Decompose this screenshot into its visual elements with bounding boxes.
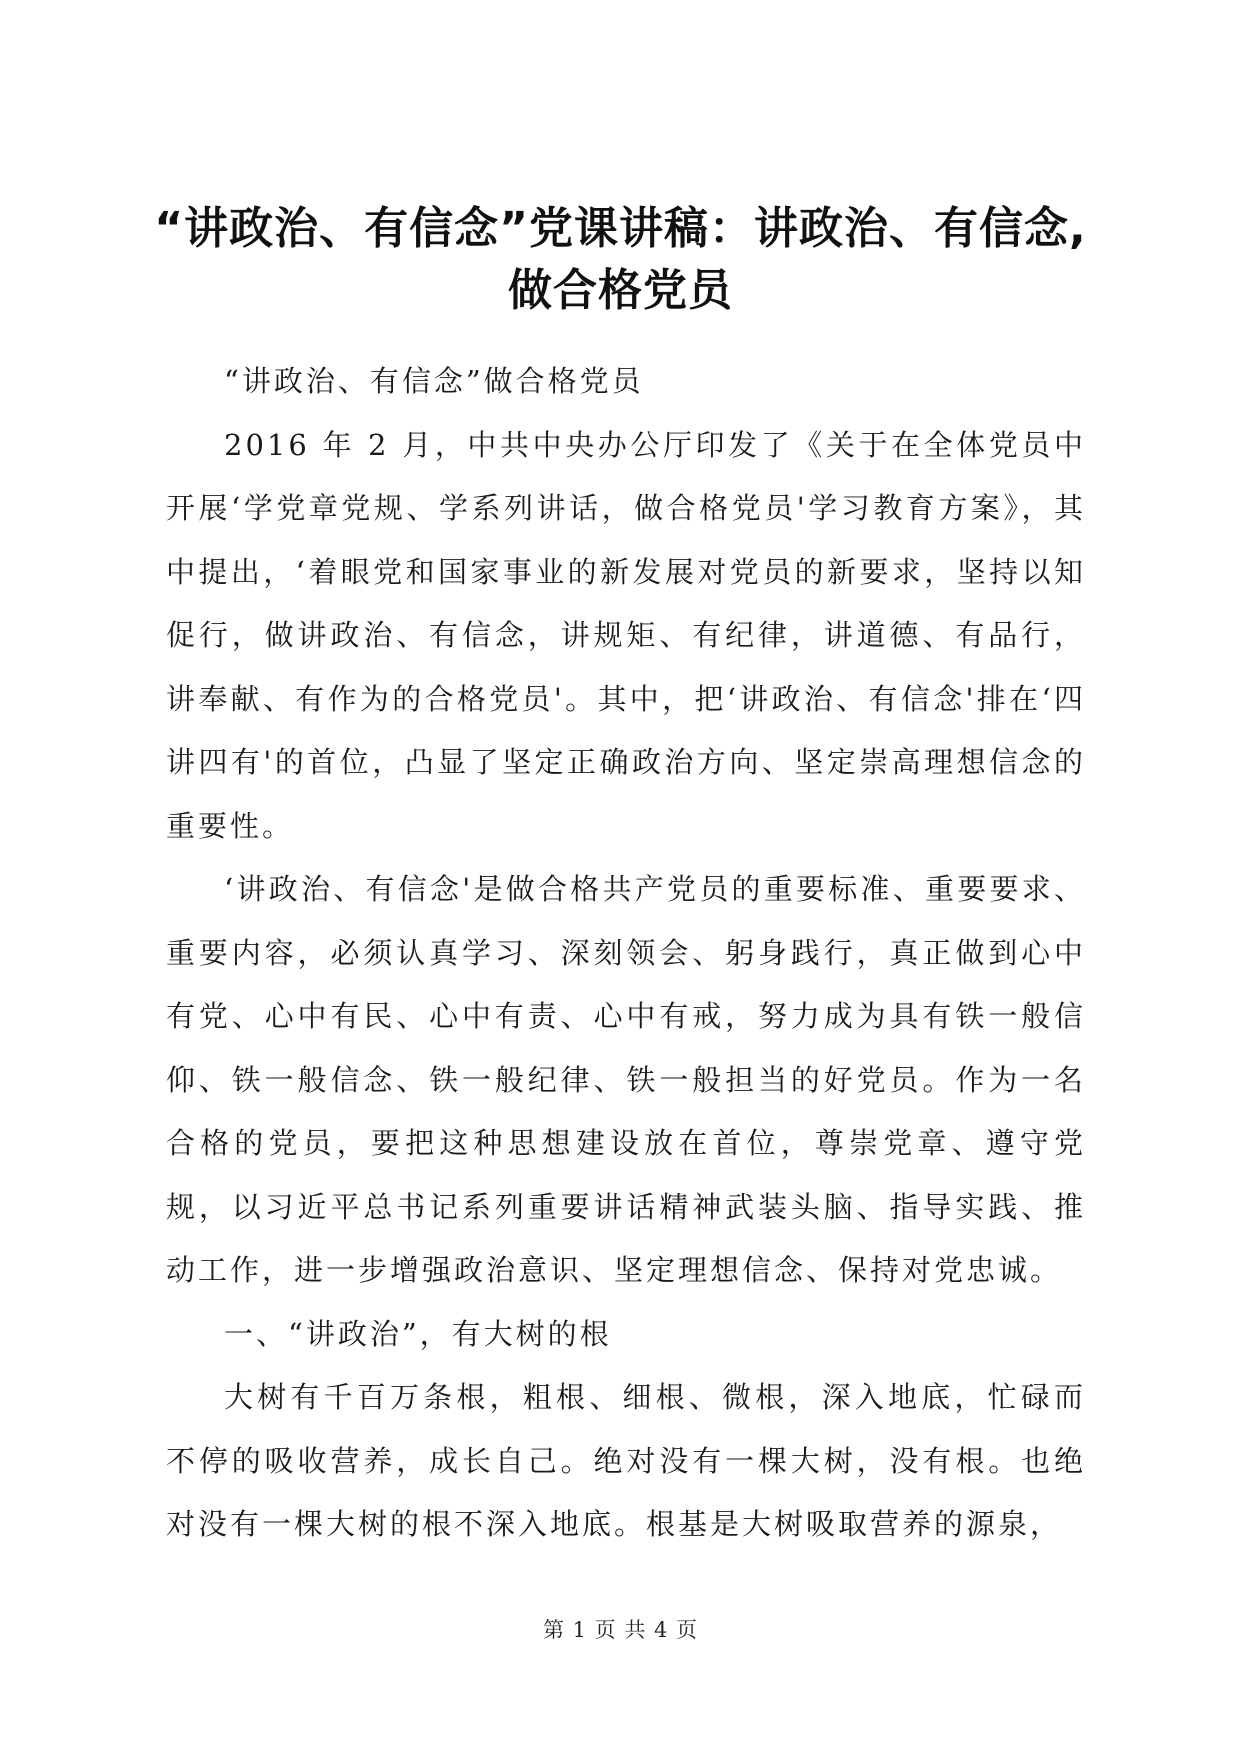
paragraph-1: 2016 年 2 月，中共中央办公厅印发了《关于在全体党员中开展‘学党章党规、学系列讲话，做合格党员'学习教育方案》，其中提出，‘着眼党和国家事业的新发展对党员的新要求，坚持以知促行，做讲政治、有信念，讲规矩、有纪律，讲道德、有品行，讲奉献、有作为的合格党员'。其中，把‘讲政治、有信念'排在‘四讲四有'的首位，凸显了坚定正确政治方向、坚定崇高理想信念的重要性。	[166, 427, 1086, 843]
document-subtitle: “讲政治、有信念”做合格党员	[224, 364, 644, 398]
section-paragraph: 大树有千百万条根，粗根、细根、微根，深入地底，忙碌而不停的吸收营养，成长自己。绝对没有一棵大树，没有根。也绝对没有一棵大树的根不深入地底。根基是大树吸取营养的源泉，	[166, 1380, 1086, 1541]
section-heading: 一、“讲政治”，有大树的根	[224, 1316, 612, 1351]
document-title: “讲政治、有信念”党课讲稿：讲政治、有信念, 做合格党员	[154, 203, 1087, 316]
page-footer: 第 1 页 共 4 页	[542, 1618, 699, 1642]
paragraph-2: ‘讲政治、有信念'是做合格共产党员的重要标准、重要要求、重要内容，必须认真学习、深刻领会、躬身践行，真正做到心中有党、心中有民、心中有责、心中有戒，努力成为具有铁一般信仰、铁一般信念、铁一般纪律、铁一般担当的好党员。作为一名合格的党员，要把这种思想建设放在首位，尊崇党章、遵守党规，以习近平总书记系列重要讲话精神武装头脑、指导实践、推动工作，进一步增强政治意识、坚定理想信念、保持对党忠诚。	[166, 872, 1086, 1287]
document-body	[166, 350, 1086, 1557]
